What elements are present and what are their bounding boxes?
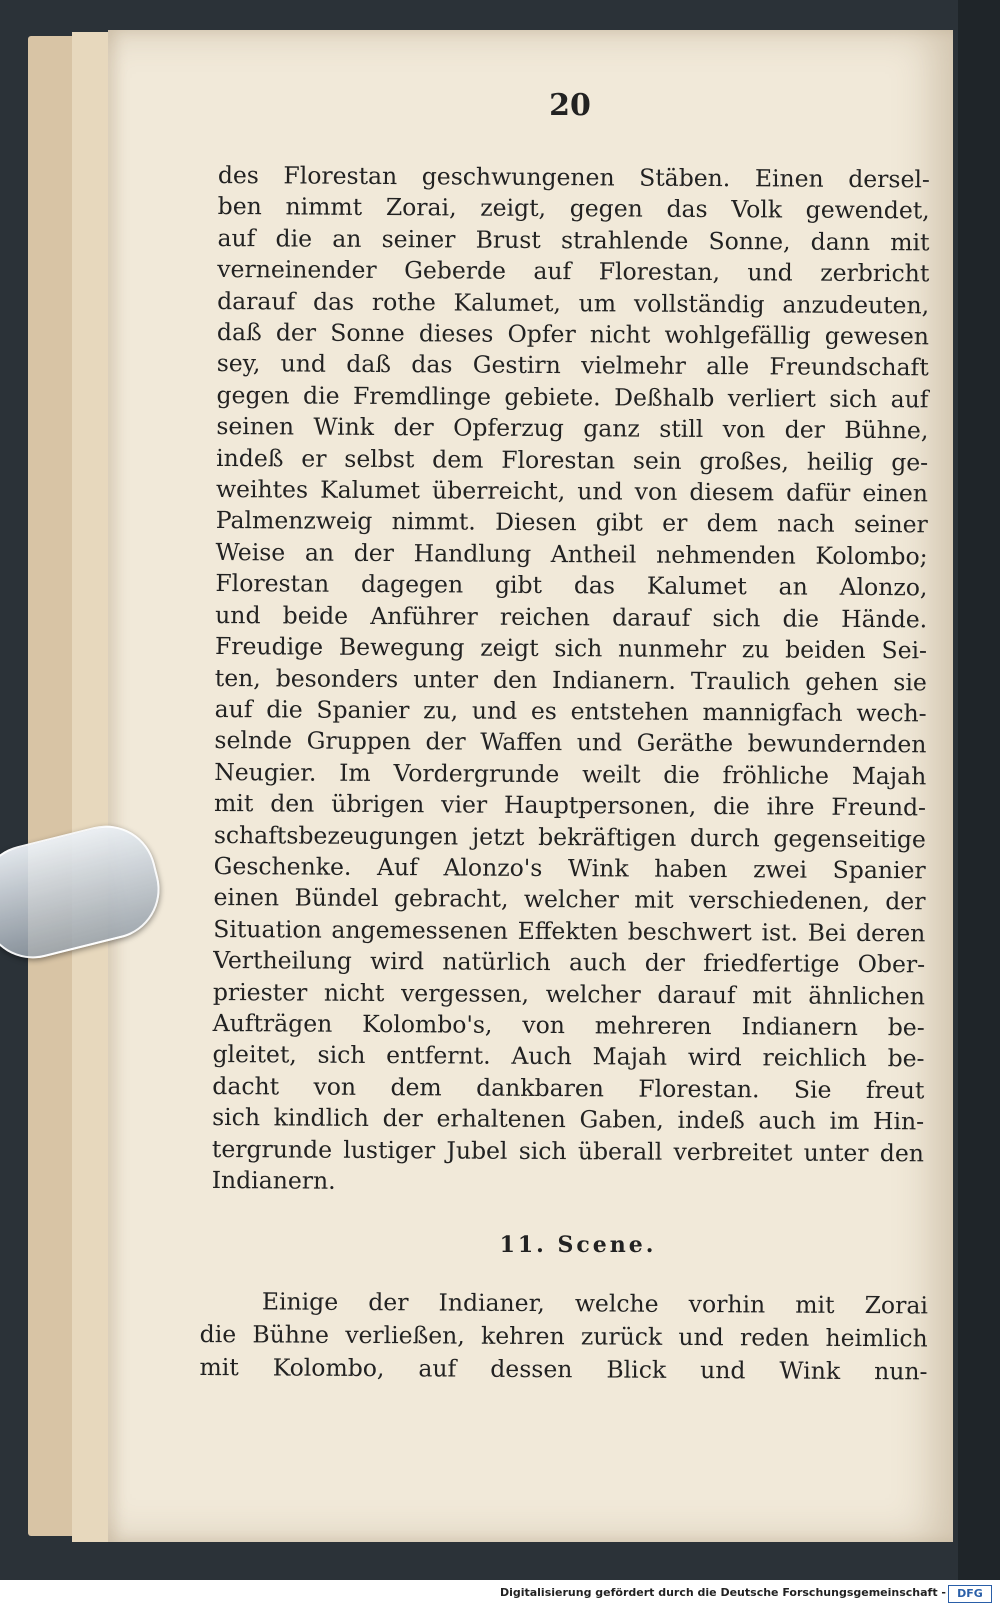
text-line: Weise an der Handlung Antheil nehmenden Kolombo; (215, 537, 928, 571)
text-line: schaftsbezeugungen jetzt bekräftigen durch gegenseitige (213, 820, 926, 853)
text-line: mit den übrigen vier Hauptpersonen, die ihre Freund- (213, 789, 927, 822)
text-line: Situation angemessenen Effekten beschwert ist. Bei deren (213, 914, 926, 948)
page-number: 20 (549, 88, 591, 123)
text-line: seinen Wink der Opferzug ganz still von der Bühne, (216, 412, 929, 445)
text-line: und beide Anführer reichen darauf sich die Hände. (215, 600, 928, 634)
text-line: des Florestan geschwungenen Stäben. Einen dersel- (217, 160, 930, 194)
text-line: gegen die Fremdlinge gebiete. Deßhalb verliert sich auf (216, 380, 929, 414)
text-line: verneinender Geberde auf Florestan, und zerbricht (217, 255, 930, 288)
text-line: sey, und daß das Gestirn vielmehr alle Freundschaft (216, 349, 929, 382)
text-line: ten, besonders unter den Indianern. Traulich gehen sie (214, 663, 927, 696)
footer-bar (0, 1582, 1000, 1605)
scene-heading: 11. Scene. (499, 1232, 657, 1258)
text-line: Vertheilung wird natürlich auch der friedfertige Ober- (213, 946, 926, 979)
text-line: Palmenzweig nimmt. Diesen gibt er dem nach seiner (215, 506, 928, 539)
text-line: gleitet, sich entfernt. Auch Majah wird reichlich be- (212, 1040, 925, 1073)
text-line: priester nicht vergessen, welcher darauf mit ähnlichen (212, 977, 925, 1010)
text-line: sich kindlich der erhaltenen Gaben, indeß auch im Hin- (212, 1103, 925, 1136)
text-line: darauf das rothe Kalumet, um vollständig anzudeuten, (217, 286, 930, 319)
text-line: Aufträgen Kolombo's, von mehreren Indianern be- (212, 1008, 925, 1042)
text-line: daß der Sonne dieses Opfer nicht wohlgefällig gewesen (216, 318, 930, 351)
scanner-edge (958, 0, 1000, 1580)
text-line: mit Kolombo, auf dessen Blick und Wink nun- (199, 1352, 928, 1386)
body-paragraph (212, 160, 930, 1201)
text-line: dacht von dem dankbaren Florestan. Sie freut (212, 1071, 925, 1105)
text-line: selnde Gruppen der Waffen und Geräthe bewundernden (214, 726, 927, 759)
text-line: Neugier. Im Vordergrunde weilt die fröhliche Majah (214, 757, 927, 791)
text-line: auf die Spanier zu, und es entstehen mannigfach wech- (214, 694, 927, 728)
text-line: auf die an seiner Brust strahlende Sonne, dann mit (217, 223, 930, 257)
footer-credit: Digitalisierung gefördert durch die Deutsche Forschungsgemeinschaft - (499, 1586, 946, 1599)
text-line: Geschenke. Auf Alonzo's Wink haben zwei Spanier (213, 851, 926, 885)
text-line: Einige der Indianer, welche vorhin mit Zorai (261, 1287, 928, 1320)
text-line: Freudige Bewegung zeigt sich nunmehr zu beiden Sei- (214, 632, 928, 665)
scene-paragraph (199, 1285, 928, 1388)
text-line: tergrunde lustiger Jubel sich überall verbreitet unter den (211, 1134, 925, 1167)
text-line: ben nimmt Zorai, zeigt, gegen das Volk gewendet, (217, 192, 930, 225)
text-line: Florestan dagegen gibt das Kalumet an Alonzo, (215, 569, 928, 602)
text-line: Indianern. (211, 1165, 336, 1195)
text-line: einen Bündel gebracht, welcher mit verschiedenen, der (213, 883, 926, 916)
text-line: weihtes Kalumet überreicht, und von diesem dafür einen (215, 475, 929, 508)
dfg-logo: DFG (948, 1585, 992, 1603)
text-line: indeß er selbst dem Florestan sein großes, heilig ge- (216, 443, 929, 476)
text-line: die Bühne verließen, kehren zurück und reden heimlich (199, 1319, 928, 1353)
